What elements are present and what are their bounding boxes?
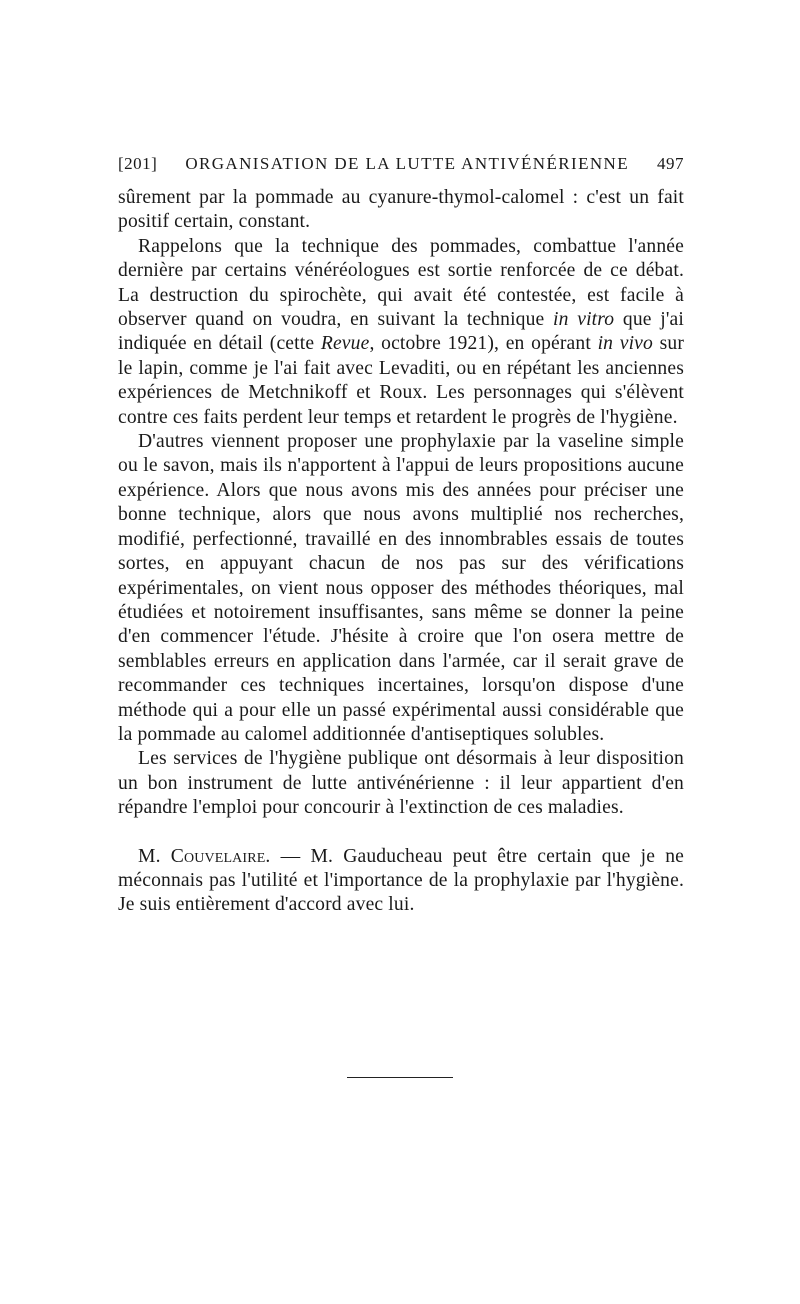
text-run: , octobre 1921), en opérant [369,333,598,355]
text-run: . — M. Gauducheau peut être certain que je ne méconnais pas l'utilité et l'importance de la prophylaxie par l'hygiène. Je suis entièrement d'accord avec lui. [118,845,684,916]
section-reference: [201] [118,154,158,173]
page-number: 497 [657,154,684,173]
text-run: Rappelons que la technique des pommades, combattue l'année dernière par certains vénéréologues est sortie renforcée de ce débat. La destruction du spirochète, qui avait été contestée, est facile à observer quand on voudra, en suivant la technique [118,235,684,331]
running-title: ORGANISATION DE LA LUTTE ANTIVÉNÉRIENNE [185,154,629,173]
body-text [118,186,684,918]
text-run: que j'ai indiquée en détail (cette [118,309,684,355]
running-head [118,154,684,174]
italic-term: in vitro [553,309,615,331]
italic-term: in vivo [597,333,653,355]
speaker-name: Couvelaire [170,845,266,867]
page [118,154,684,918]
end-rule [347,1077,453,1078]
speaker-initial: M. [138,845,171,867]
paragraph-continuation: sûrement par la pommade au cyanure-thymol-calomel : c'est un fait positif certain, constant. [118,187,684,233]
italic-journal: Revue [320,333,370,355]
text-run: sur le lapin, comme je l'ai fait avec Levaditi, ou en répétant les anciennes expériences de Metchnikoff et Roux. Les personnages qui s'élèvent contre ces faits perdent leur temps et retardent le progrès de l'hygiène. [118,333,685,428]
paragraph-hygiene: Les services de l'hygiène publique ont désormais à leur disposition un bon instrument de lutte antivénérienne : il leur appartient d'en répandre l'emploi pour concourir à l'extinction de ces maladies. [118,748,684,819]
paragraph-pommades [118,235,684,430]
paragraph-couvelaire [118,845,684,918]
paragraph-vaseline: D'autres viennent proposer une prophylaxie par la vaseline simple ou le savon, mais ils n'apportent à l'appui de leurs propositions aucune expérience. Alors que nous avons mis des années pour préciser une bonne technique, alors que nous avons multiplié nos recherches, modifié, perfectionné, travaillé en des innombrables essais de toutes sortes, en appuyant chacun de nos pas sur des vérifications expérimentales, on vient nous opposer des méthodes théoriques, mal étudiées et notoirement insuffisantes, sans même se donner la peine d'en commencer l'étude. J'hésite à croire que l'on osera mettre de semblables erreurs en application dans l'armée, car il serait grave de recommander ces techniques incertaines, lorsqu'on dispose d'une méthode qui a pour elle un passé expérimental aussi considérable que la pommade au calomel additionnée d'antiseptiques solubles. [118,431,684,745]
